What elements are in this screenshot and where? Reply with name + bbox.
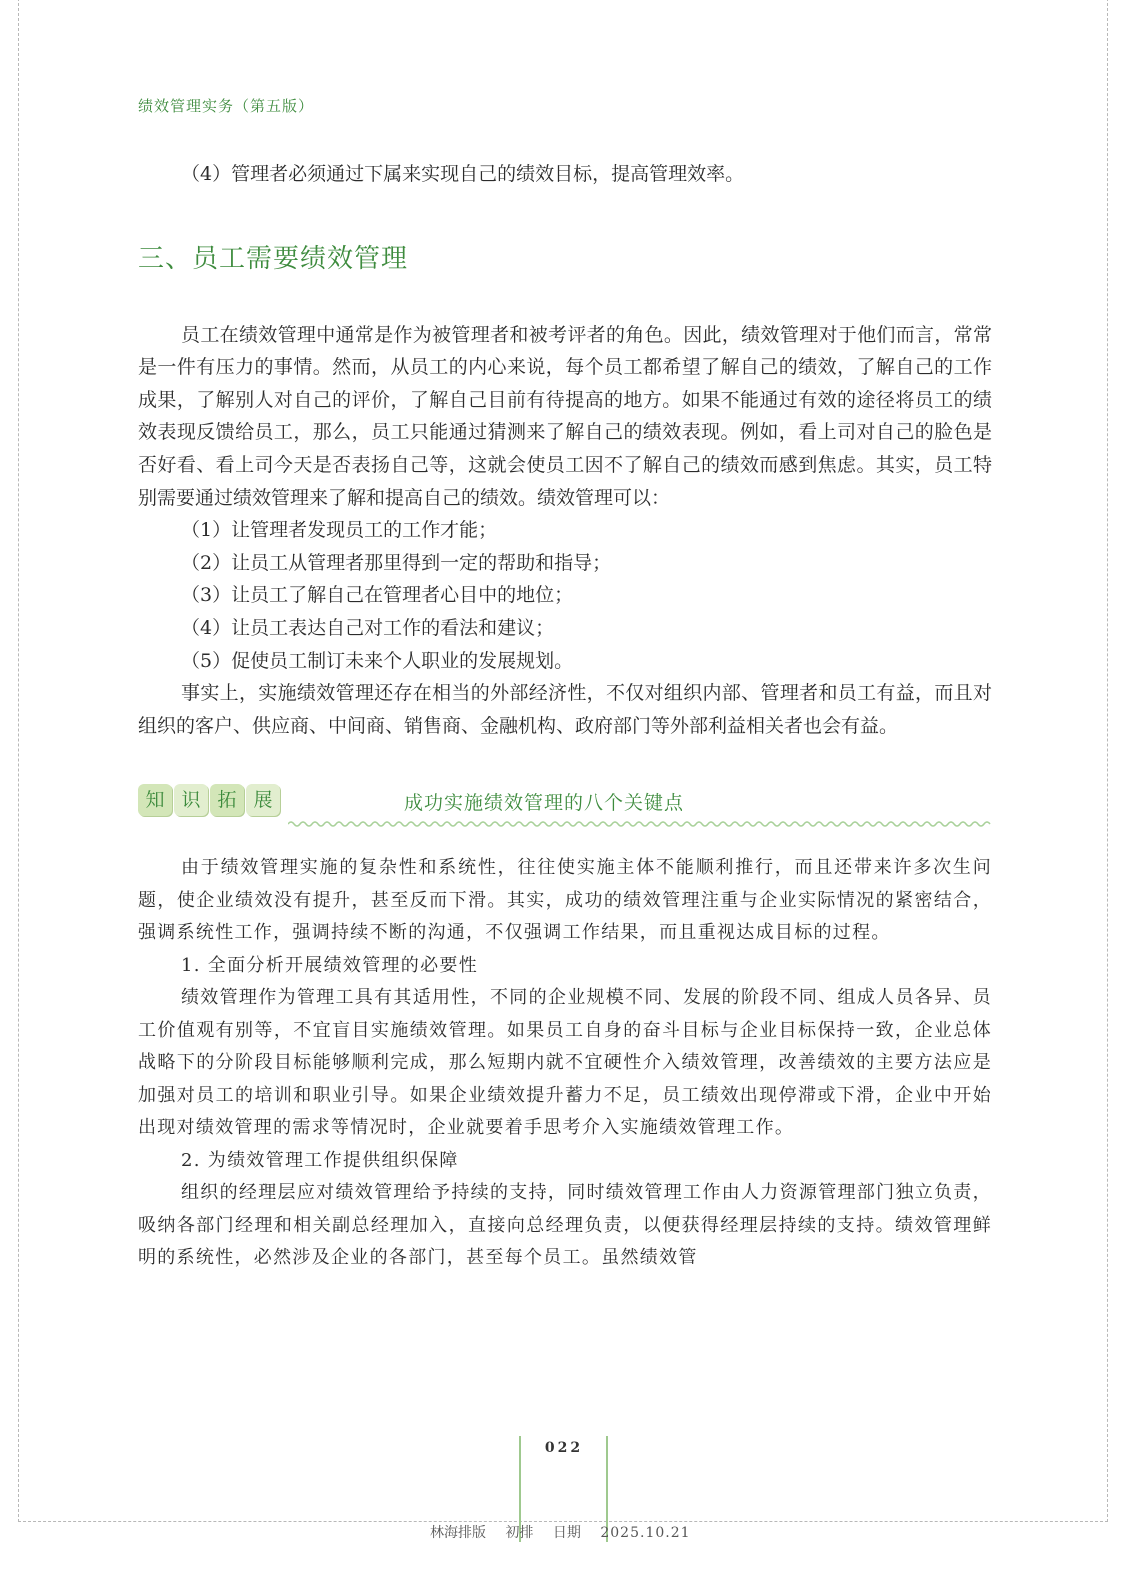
footer-typesetter: 林海排版	[430, 1525, 486, 1541]
section-paragraph: 员工在绩效管理中通常是作为被管理者和被考评者的角色。因此，绩效管理对于他们而言，常常是一件有压力的事情。然而，从员工的内心来说，每个员工都希望了解自己的绩效，了解自己的工作成果，了解别人对自己的评价，了解自己目前有待提高的地方。如果不能通过有效的途径将员工的绩效表现反馈给员工，那么，员工只能通过猜测来了解自己的绩效表现。例如，看上司对自己的脸色是否好看、看上司今天是否表扬自己等，这就会使员工因不了解自己的绩效而感到焦虑。其实，员工特别需要通过绩效管理来了解和提高自己的绩效。绩效管理可以：	[138, 323, 992, 509]
list-item: （3）让员工了解自己在管理者心目中的地位；	[181, 584, 574, 607]
extension-body	[138, 852, 992, 1275]
intro-list-item: （4）管理者必须通过下属来实现自己的绩效目标，提高管理效率。	[181, 163, 745, 185]
extension-paragraph: 绩效管理作为管理工具有其适用性，不同的企业规模不同、发展的阶段不同、组成人员各异、员工价值观有别等，不宜盲目实施绩效管理。如果员工自身的奋斗目标与企业目标保持一致，企业总体战略下的分阶段目标能够顺利完成，那么短期内就不宜硬性介入绩效管理，改善绩效的主要方法应是加强对员工的培训和职业引导。如果企业绩效提升蓄力不足，员工绩效出现停滞或下滑，企业中开始出现对绩效管理的需求等情况时，企业就要着手思考介入实施绩效管理工作。	[138, 987, 992, 1139]
page-number: 022	[544, 1440, 584, 1456]
wavy-rule	[288, 820, 992, 828]
extension-paragraph: 由于绩效管理实施的复杂性和系统性，往往使实施主体不能顺利推行，而且还带来许多次生问题，使企业绩效没有提升，甚至反而下滑。其实，成功的绩效管理注重与企业实际情况的紧密结合，强调系统性工作，强调持续不断的沟通，不仅强调工作结果，而且重视达成目标的过程。	[138, 857, 992, 944]
extension-subheading: 2. 为绩效管理工作提供组织保障	[181, 1149, 459, 1171]
footer-date: 2025.10.21	[600, 1525, 691, 1541]
closing-paragraph: 事实上，实施绩效管理还存在相当的外部经济性，不仅对组织内部、管理者和员工有益，而且对组织的客户、供应商、中间商、销售商、金融机构、政府部门等外部利益相关者也会有益。	[138, 682, 992, 737]
running-head: 绩效管理实务（第五版）	[138, 97, 315, 115]
footer-stage: 初排	[505, 1525, 534, 1541]
list-item: （4）让员工表达自己对工作的看法和建议；	[181, 616, 555, 639]
list-item: （1）让管理者发现员工的工作才能；	[181, 519, 498, 542]
extension-tags	[138, 784, 280, 816]
extension-title: 成功实施绩效管理的八个关键点	[404, 792, 685, 815]
footer-date-label: 日期	[552, 1525, 581, 1541]
list-item: （2）让员工从管理者那里得到一定的帮助和指导；	[181, 551, 612, 574]
section-title: 三、员工需要绩效管理	[138, 243, 409, 274]
page-body	[138, 158, 992, 1275]
extension-tag: 拓	[210, 784, 244, 816]
knowledge-extension-header	[138, 784, 992, 828]
extension-paragraph: 组织的经理层应对绩效管理给予持续的支持，同时绩效管理工作由人力资源管理部门独立负责，吸纳各部门经理和相关副总经理加入，直接向总经理负责，以便获得经理层持续的支持。绩效管理鲜明的系统性，必然涉及企业的各部门，甚至每个员工。虽然绩效管	[138, 1182, 992, 1269]
extension-tag: 识	[174, 784, 208, 816]
print-footer	[430, 1522, 691, 1542]
list-item: （5）促使员工制订未来个人职业的发展规划。	[181, 649, 574, 672]
extension-subheading: 1. 全面分析开展绩效管理的必要性	[181, 954, 478, 976]
extension-tag: 展	[246, 784, 280, 816]
extension-tag: 知	[138, 784, 172, 816]
